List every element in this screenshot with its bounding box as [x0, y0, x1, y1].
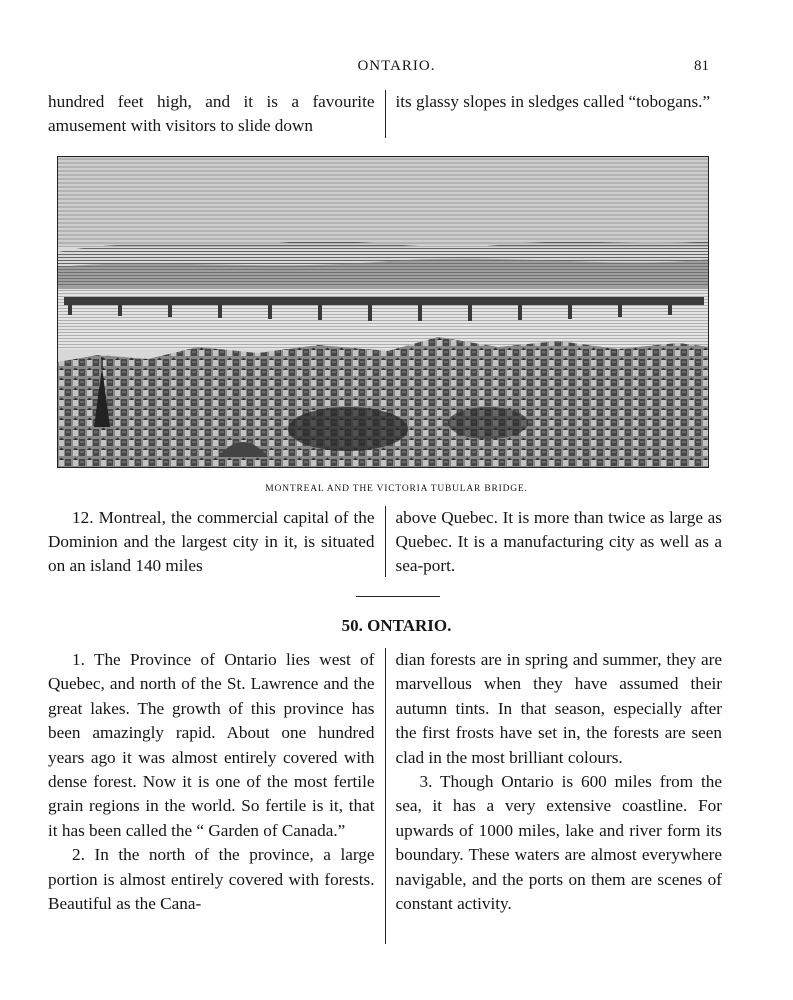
montreal-left-text: 12. Montreal, the commercial capital of the Dominion and the largest city in it, is situated on an island 140 miles	[48, 508, 375, 575]
figure-caption: MONTREAL AND THE VICTORIA TUBULAR BRIDGE.	[265, 484, 528, 494]
top-right-text: its glassy slopes in sledges called “tobogans.”	[395, 92, 711, 111]
top-left-column	[48, 90, 386, 138]
top-right-column	[386, 90, 723, 138]
paragraph-3: 3. Though Ontario is 600 miles from the sea, it has a very extensive coastline. For upwards of 1000 miles, lake and river form its boundary. These waters are almost everywhere navigable, and the ports on them are scenes of constant activity.	[395, 772, 722, 914]
montreal-right-column	[386, 506, 723, 577]
montreal-left-column	[48, 506, 386, 577]
ontario-text-columns	[48, 648, 722, 944]
section-heading: 50. ONTARIO.	[341, 616, 452, 635]
section-divider	[356, 596, 440, 597]
paragraph-2-continued: dian forests are in spring and summer, they are marvellous when they have assumed their autumn tints. In that season, especially after the first frosts have set in, the forests are seen clad in the most brilliant colours.	[395, 650, 722, 767]
paragraph-2: 2. In the north of the province, a large portion is almost entirely covered with forests. Beautiful as the Cana-	[48, 845, 375, 914]
ontario-right-column	[386, 648, 723, 944]
montreal-engraving	[57, 156, 709, 468]
running-title: ONTARIO.	[357, 58, 436, 74]
ontario-left-column	[48, 648, 386, 944]
montreal-text-columns	[48, 506, 722, 577]
page-number: 81	[694, 58, 709, 74]
top-text-columns	[48, 90, 722, 138]
paragraph-1: 1. The Province of Ontario lies west of Quebec, and north of the St. Lawrence and the great lakes. The growth of this province has been amazingly rapid. About one hundred years ago it was almost entirely covered with dense forest. Now it is one of the most fertile grain regions in the world. So fertile is it, that it has been called the “ Garden of Canada.”	[48, 650, 375, 840]
montreal-right-text: above Quebec. It is more than twice as large as Quebec. It is a manufacturing city as well as a sea-port.	[395, 508, 722, 575]
running-head	[0, 58, 793, 80]
top-left-text: hundred feet high, and it is a favourite amusement with visitors to slide down	[48, 92, 375, 135]
